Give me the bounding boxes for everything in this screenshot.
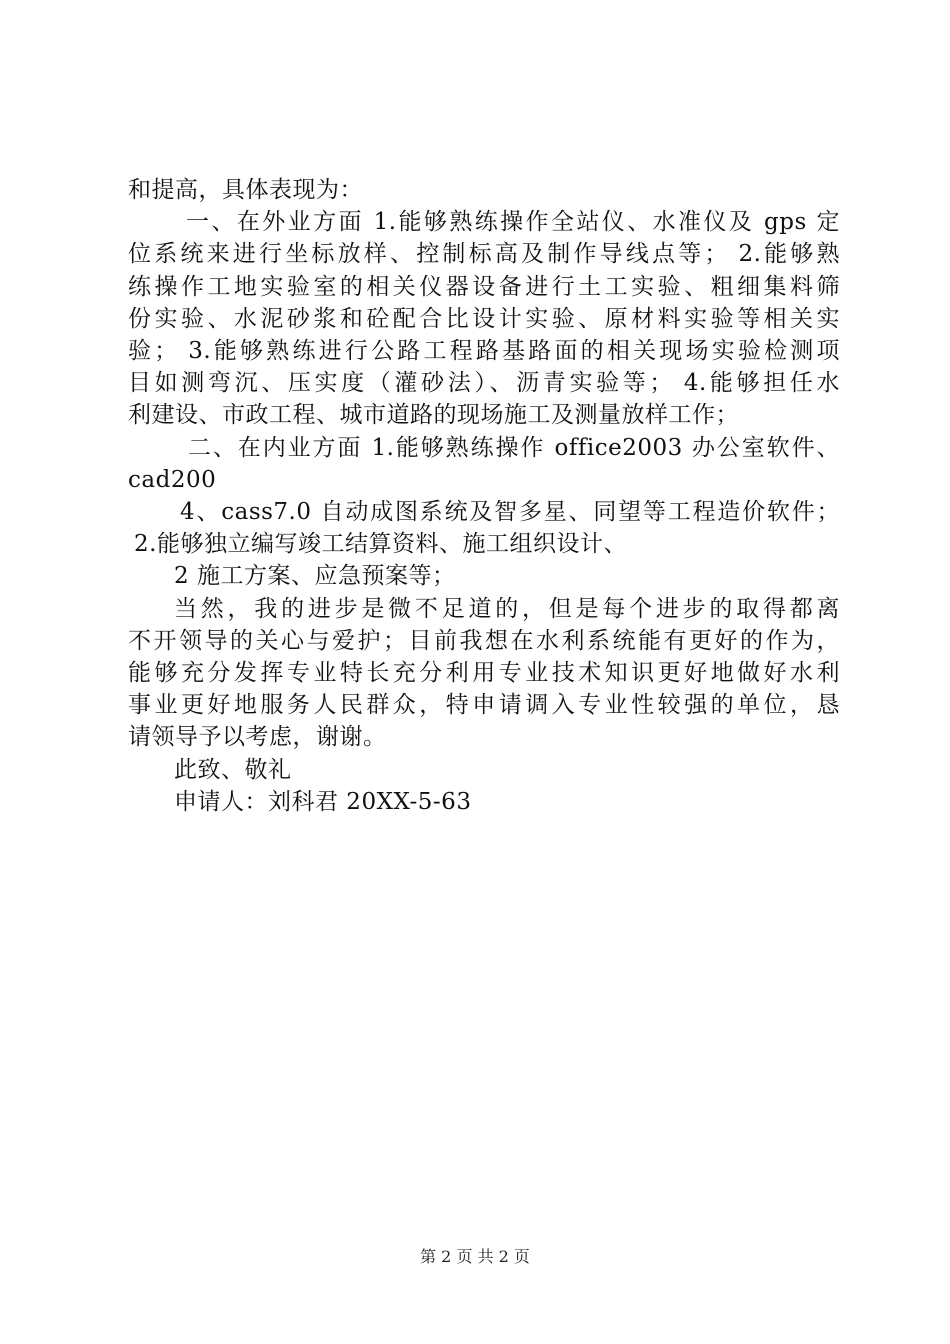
document-body <box>128 174 840 818</box>
text-line: 4、cass7.0 自动成图系统及智多星、同望等工程造价软件； <box>180 499 840 526</box>
text-line: 利建设、市政工程、城市道路的现场施工及测量放样工作； <box>128 402 739 429</box>
text-line: 一、在外业方面 1.能够熟练操作全站仪、水准仪及 gps 定 <box>186 209 840 236</box>
page-footer: 第 2 页 共 2 页 <box>420 1247 530 1266</box>
text-line: 份实验、水泥砂浆和砼配合比设计实验、原材料实验等相关实 <box>128 305 840 332</box>
text-line: 验； 3.能够熟练进行公路工程路基路面的相关现场实验检测项 <box>128 338 840 365</box>
text-line: 不开领导的关心与爱护；目前我想在水利系统能有更好的作为， <box>128 627 840 654</box>
text-line: 当然，我的进步是微不足道的，但是每个进步的取得都离 <box>174 595 840 622</box>
text-line: 练操作工地实验室的相关仪器设备进行土工实验、粗细集料筛 <box>128 273 840 300</box>
signature-line: 申请人：刘科君 20XX-5-63 <box>174 788 472 815</box>
text-line: 目如测弯沉、压实度（灌砂法）、沥青实验等； 4.能够担任水 <box>128 370 840 397</box>
text-line: 此致、敬礼 <box>174 756 292 783</box>
text-line: 二、在内业方面 1.能够熟练操作 office2003 办公室软件、 <box>188 434 840 461</box>
text-line: 2 施工方案、应急预案等； <box>174 563 456 590</box>
text-line: 2.能够独立编写竣工结算资料、施工组织设计、 <box>134 531 627 558</box>
text-line: 和提高，具体表现为： <box>128 177 363 203</box>
text-line: cad200 <box>128 466 217 493</box>
text-line: 能够充分发挥专业特长充分利用专业技术知识更好地做好水利 <box>128 660 840 687</box>
text-line: 请领导予以考虑，谢谢。 <box>128 724 387 751</box>
text-line: 事业更好地服务人民群众，特申请调入专业性较强的单位，恳 <box>128 692 840 719</box>
text-line: 位系统来进行坐标放样、控制标高及制作导线点等； 2.能够熟 <box>128 241 840 268</box>
